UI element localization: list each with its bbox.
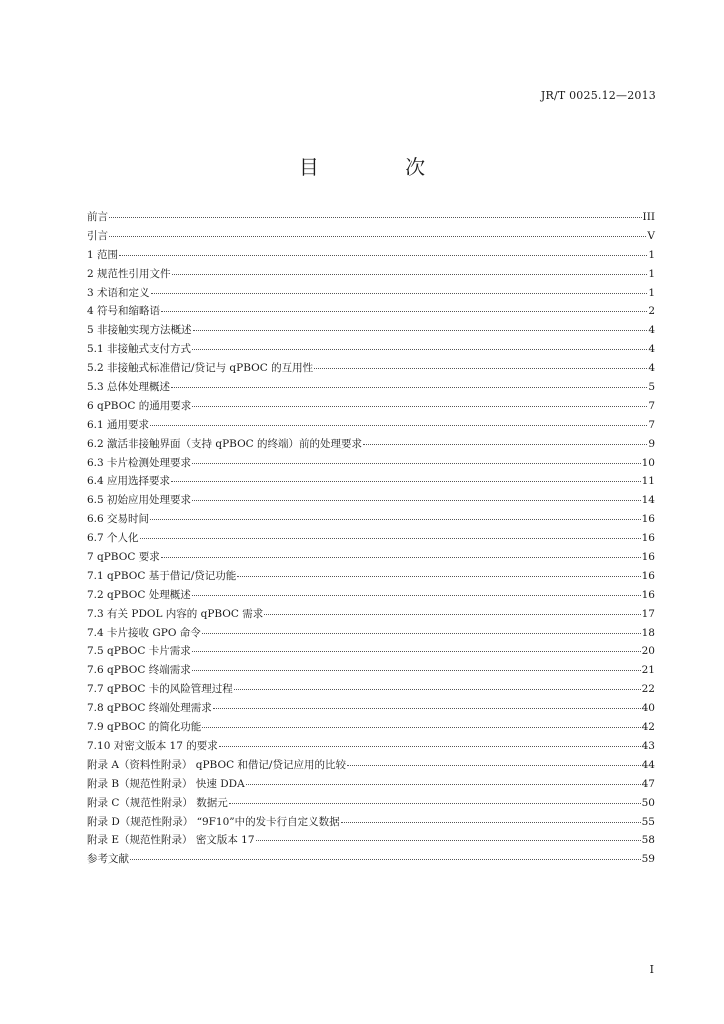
toc-entry[interactable] <box>87 831 655 850</box>
dot-leader <box>341 812 641 823</box>
toc-entry-page: 5 <box>648 381 655 394</box>
toc-entry-title: 6 qPBOC 的通用要求 <box>87 399 192 412</box>
toc-entry[interactable] <box>87 813 655 832</box>
toc-list <box>87 208 655 869</box>
toc-entry-title: 6.2 激活非接触界面（支持 qPBOC 的终端）前的处理要求 <box>87 437 363 450</box>
toc-entry[interactable] <box>87 246 655 265</box>
toc-entry[interactable] <box>87 756 655 775</box>
toc-entry[interactable] <box>87 340 655 359</box>
toc-entry-page: 9 <box>648 437 655 450</box>
dot-leader <box>202 623 641 634</box>
toc-entry-page: 10 <box>641 456 655 469</box>
dot-leader <box>171 471 641 482</box>
dot-leader <box>192 641 641 652</box>
toc-entry[interactable] <box>87 378 655 397</box>
dot-leader <box>161 547 641 558</box>
dot-leader <box>347 755 641 766</box>
toc-entry[interactable] <box>87 227 655 246</box>
dot-leader <box>161 301 647 312</box>
toc-entry-title: 7.1 qPBOC 基于借记/贷记功能 <box>87 569 237 582</box>
toc-entry-title: 6.4 应用选择要求 <box>87 475 171 488</box>
dot-leader <box>246 774 641 785</box>
dot-leader <box>192 339 647 350</box>
dot-leader <box>229 793 641 804</box>
toc-entry-title: 7.4 卡片接收 GPO 命令 <box>87 626 201 639</box>
toc-entry-title: 6.1 通用要求 <box>87 418 150 431</box>
toc-entry-title: 6.5 初始应用处理要求 <box>87 494 192 507</box>
toc-entry[interactable] <box>87 548 655 567</box>
dot-leader <box>213 698 641 709</box>
toc-entry-page: 14 <box>641 494 655 507</box>
toc-entry[interactable] <box>87 284 655 303</box>
dot-leader <box>264 604 640 615</box>
dot-leader <box>150 415 647 426</box>
dot-leader <box>151 283 648 294</box>
toc-entry[interactable] <box>87 265 655 284</box>
toc-entry-title: 7.3 有关 PDOL 内容的 qPBOC 需求 <box>87 607 264 620</box>
dot-leader <box>234 679 641 690</box>
toc-entry[interactable] <box>87 416 655 435</box>
dot-leader <box>202 717 640 728</box>
toc-entry-page: 1 <box>648 248 655 261</box>
toc-entry-title: 附录 A（资料性附录） qPBOC 和借记/贷记应用的比较 <box>87 758 346 771</box>
toc-entry-page: 50 <box>641 796 655 809</box>
toc-entry[interactable] <box>87 680 655 699</box>
toc-entry-title: 引言 <box>87 229 108 242</box>
toc-entry[interactable] <box>87 586 655 605</box>
toc-entry-title: 7 qPBOC 要求 <box>87 551 160 564</box>
toc-entry-page: 2 <box>648 305 655 318</box>
toc-entry[interactable] <box>87 208 655 227</box>
toc-entry[interactable] <box>87 661 655 680</box>
toc-entry-page: 16 <box>641 588 655 601</box>
toc-entry-title: 附录 C（规范性附录） 数据元 <box>87 796 228 809</box>
toc-entry-page: 1 <box>648 286 655 299</box>
toc-entry[interactable] <box>87 510 655 529</box>
toc-entry-title: 7.6 qPBOC 终端需求 <box>87 664 191 677</box>
toc-entry-page: 7 <box>648 399 655 412</box>
toc-entry-page: 59 <box>641 853 655 866</box>
toc-entry-page: 44 <box>641 758 655 771</box>
toc-entry-page: 20 <box>641 645 655 658</box>
toc-entry[interactable] <box>87 699 655 718</box>
toc-entry[interactable] <box>87 775 655 794</box>
toc-entry-page: 7 <box>648 418 655 431</box>
dot-leader <box>119 245 647 256</box>
toc-entry[interactable] <box>87 454 655 473</box>
toc-entry-page: 47 <box>641 777 655 790</box>
toc-entry[interactable] <box>87 624 655 643</box>
dot-leader <box>256 830 641 841</box>
toc-entry-title: 5 非接触实现方法概述 <box>87 324 192 337</box>
toc-entry-page: 22 <box>641 683 655 696</box>
dot-leader <box>192 453 641 464</box>
toc-entry-title: 7.5 qPBOC 卡片需求 <box>87 645 191 658</box>
toc-entry[interactable] <box>87 850 655 869</box>
dot-leader <box>140 528 641 539</box>
toc-entry-title: 前言 <box>87 211 108 223</box>
toc-entry-title: 6.6 交易时间 <box>87 513 150 526</box>
dot-leader <box>171 377 647 388</box>
dot-leader <box>192 585 641 596</box>
dot-leader <box>150 509 641 520</box>
toc-entry-title: 5.2 非接触式标准借记/贷记与 qPBOC 的互用性 <box>87 362 314 375</box>
toc-entry[interactable] <box>87 794 655 813</box>
toc-entry-title: 2 规范性引用文件 <box>87 267 171 280</box>
toc-entry-page: V <box>647 229 655 242</box>
dot-leader <box>237 566 640 577</box>
toc-entry-title: 6.7 个人化 <box>87 532 139 545</box>
toc-entry-title: 5.1 非接触式支付方式 <box>87 343 192 356</box>
toc-entry-page: 43 <box>641 739 655 752</box>
toc-entry[interactable] <box>87 718 655 737</box>
dot-leader <box>219 736 641 747</box>
toc-entry-page: 16 <box>641 551 655 564</box>
toc-entry[interactable] <box>87 642 655 661</box>
toc-entry-title: 6.3 卡片检测处理要求 <box>87 456 192 469</box>
toc-entry-page: 17 <box>641 607 655 620</box>
dot-leader <box>193 320 648 331</box>
dot-leader <box>130 849 641 860</box>
toc-entry-page: 42 <box>641 721 655 734</box>
toc-entry-title: 附录 B（规范性附录） 快速 DDA <box>87 777 245 790</box>
toc-entry-page: 58 <box>641 834 655 847</box>
toc-entry-page: 40 <box>641 702 655 715</box>
toc-entry-page: 11 <box>641 475 655 488</box>
toc-entry-page: 21 <box>641 664 655 677</box>
toc-entry-page: 4 <box>648 324 655 337</box>
toc-entry-title: 附录 E（规范性附录） 密文版本 17 <box>87 834 255 847</box>
toc-entry[interactable] <box>87 491 655 510</box>
toc-entry[interactable] <box>87 302 655 321</box>
toc-title: 目 次 <box>298 155 466 179</box>
toc-entry[interactable] <box>87 605 655 624</box>
toc-entry[interactable] <box>87 397 655 416</box>
toc-entry[interactable] <box>87 529 655 548</box>
dot-leader <box>192 490 641 501</box>
toc-entry[interactable] <box>87 359 655 378</box>
toc-entry-page: 16 <box>641 569 655 582</box>
toc-entry-page: III <box>642 211 655 223</box>
toc-entry-page: 4 <box>648 343 655 356</box>
toc-entry-page: 55 <box>641 815 655 828</box>
toc-entry-page: 1 <box>648 267 655 280</box>
dot-leader <box>314 358 647 369</box>
toc-entry[interactable] <box>87 472 655 491</box>
toc-entry-title: 7.7 qPBOC 卡的风险管理过程 <box>87 683 233 696</box>
toc-entry-title: 3 术语和定义 <box>87 286 150 299</box>
toc-entry-title: 1 范围 <box>87 248 119 261</box>
toc-entry-page: 4 <box>648 362 655 375</box>
document-code: JR/T 0025.12—2013 <box>540 89 656 102</box>
page-number: I <box>649 963 654 976</box>
dot-leader <box>109 207 642 218</box>
toc-entry-title: 7.10 对密文版本 17 的要求 <box>87 739 218 752</box>
dot-leader <box>192 396 647 407</box>
toc-entry-page: 16 <box>641 532 655 545</box>
toc-entry-title: 7.8 qPBOC 终端处理需求 <box>87 702 212 715</box>
toc-entry-title: 7.2 qPBOC 处理概述 <box>87 588 191 601</box>
toc-entry-title: 4 符号和缩略语 <box>87 305 161 318</box>
toc-entry-title: 参考文献 <box>87 853 129 866</box>
dot-leader <box>172 264 648 275</box>
dot-leader <box>109 226 646 237</box>
toc-entry[interactable] <box>87 737 655 756</box>
toc-entry[interactable] <box>87 321 655 340</box>
toc-entry-title: 附录 D（规范性附录） “9F10”中的发卡行自定义数据 <box>87 815 340 828</box>
toc-entry[interactable] <box>87 567 655 586</box>
toc-entry-title: 5.3 总体处理概述 <box>87 381 171 394</box>
toc-entry-page: 18 <box>641 626 655 639</box>
toc-entry[interactable] <box>87 435 655 454</box>
toc-entry-page: 16 <box>641 513 655 526</box>
toc-entry-title: 7.9 qPBOC 的简化功能 <box>87 721 202 734</box>
dot-leader <box>363 434 647 445</box>
dot-leader <box>192 660 641 671</box>
